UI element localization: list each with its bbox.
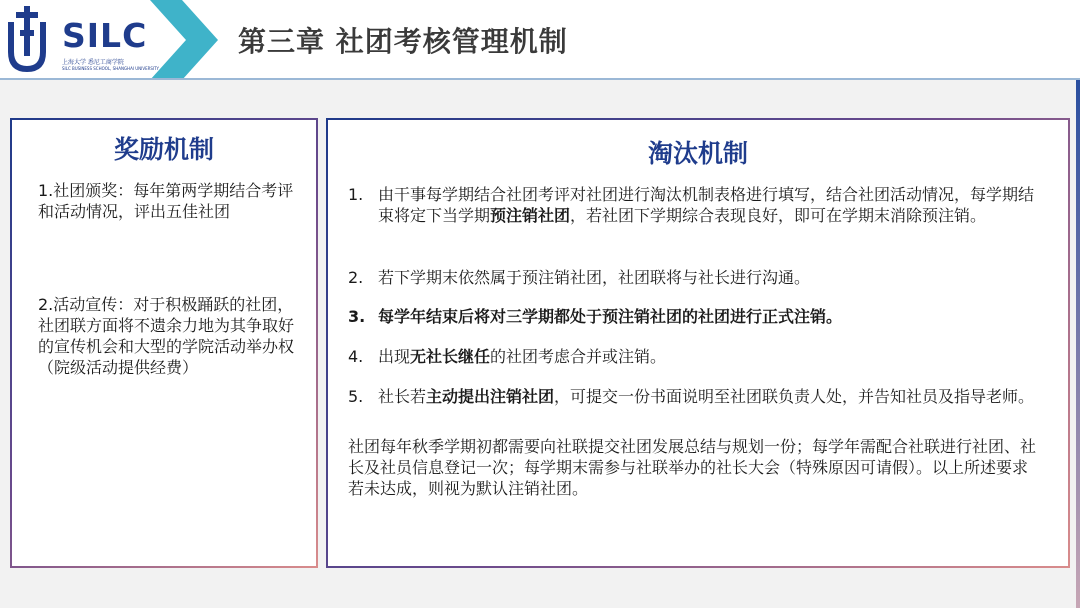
item-text-bold: 预注销社团	[490, 206, 571, 225]
elimination-item-5	[348, 386, 1048, 407]
reward-item-2: 2.活动宣传：对于积极踊跃的社团，社团联方面将不遗余力地为其争取好的宣传机会和大型的学院活动举办权（院级活动提供经费）	[38, 295, 295, 377]
elimination-footer: 社团每年秋季学期初都需要向社联提交社团发展总结与规划一份；每学年需配合社联进行社团、社长及社员信息登记一次；每学期末需参与社联举办的社长大会（特殊原因可请假）。以上所述要求若未达成，则视为默认注销社团。	[348, 437, 1037, 498]
item-number: 5.	[348, 387, 364, 406]
item-text: 每学年结束后将对三学期都处于预注销社团的社团进行正式注销。	[378, 307, 843, 326]
logo-text: SILC	[62, 16, 148, 55]
item-text-pre: 由干事每学期结合社团考评对社团进行淘汰机制表格进行填写，结合社团活动情况，每学期结束将定下当学期	[378, 185, 1035, 225]
reward-panel	[10, 118, 318, 568]
item-text	[378, 184, 1048, 226]
item-number: 2.	[348, 268, 364, 287]
item-number: 1.	[348, 185, 364, 204]
item-text-pre: 出现	[378, 347, 411, 366]
elimination-item-3	[348, 306, 1048, 327]
header-bar	[0, 0, 1080, 80]
item-text-pre: 社长若	[378, 387, 427, 406]
elimination-panel	[326, 118, 1070, 568]
item-number: 3.	[348, 307, 366, 326]
page-title: 第三章 社团考核管理机制	[238, 25, 568, 58]
elimination-item-2	[348, 267, 1048, 288]
item-number: 4.	[348, 347, 364, 366]
item-text	[378, 346, 1048, 367]
item-text-post: 的社团考虑合并或注销。	[490, 347, 667, 366]
right-accent-bar	[1076, 80, 1080, 608]
item-text-bold: 主动提出注销社团	[426, 387, 555, 406]
elimination-item-4	[348, 346, 1048, 367]
elimination-item-1	[348, 184, 1048, 226]
logo-subtitle-en: SILC BUSINESS SCHOOL, SHANGHAI UNIVERSITY	[62, 66, 159, 71]
header-divider	[0, 78, 1080, 80]
elimination-title: 淘汰机制	[647, 139, 748, 168]
item-text-post: ，可提交一份书面说明至社团联负责人处，并告知社员及指导老师。	[554, 387, 1035, 406]
chevron-arrow-icon	[150, 0, 220, 80]
item-text: 若下学期末依然属于预注销社团，社团联将与社长进行沟通。	[378, 268, 811, 287]
item-text	[378, 386, 1048, 407]
logo-subtitle: 上海大学 悉尼工商学院	[62, 59, 124, 66]
reward-title: 奖励机制	[113, 135, 214, 164]
reward-item-1: 1.社团颁奖：每年第两学期结合考评和活动情况，评出五佳社团	[38, 181, 294, 221]
item-text-post: ，若社团下学期综合表现良好，即可在学期末消除预注销。	[570, 206, 987, 225]
item-text-bold: 无社长继任	[410, 347, 491, 366]
